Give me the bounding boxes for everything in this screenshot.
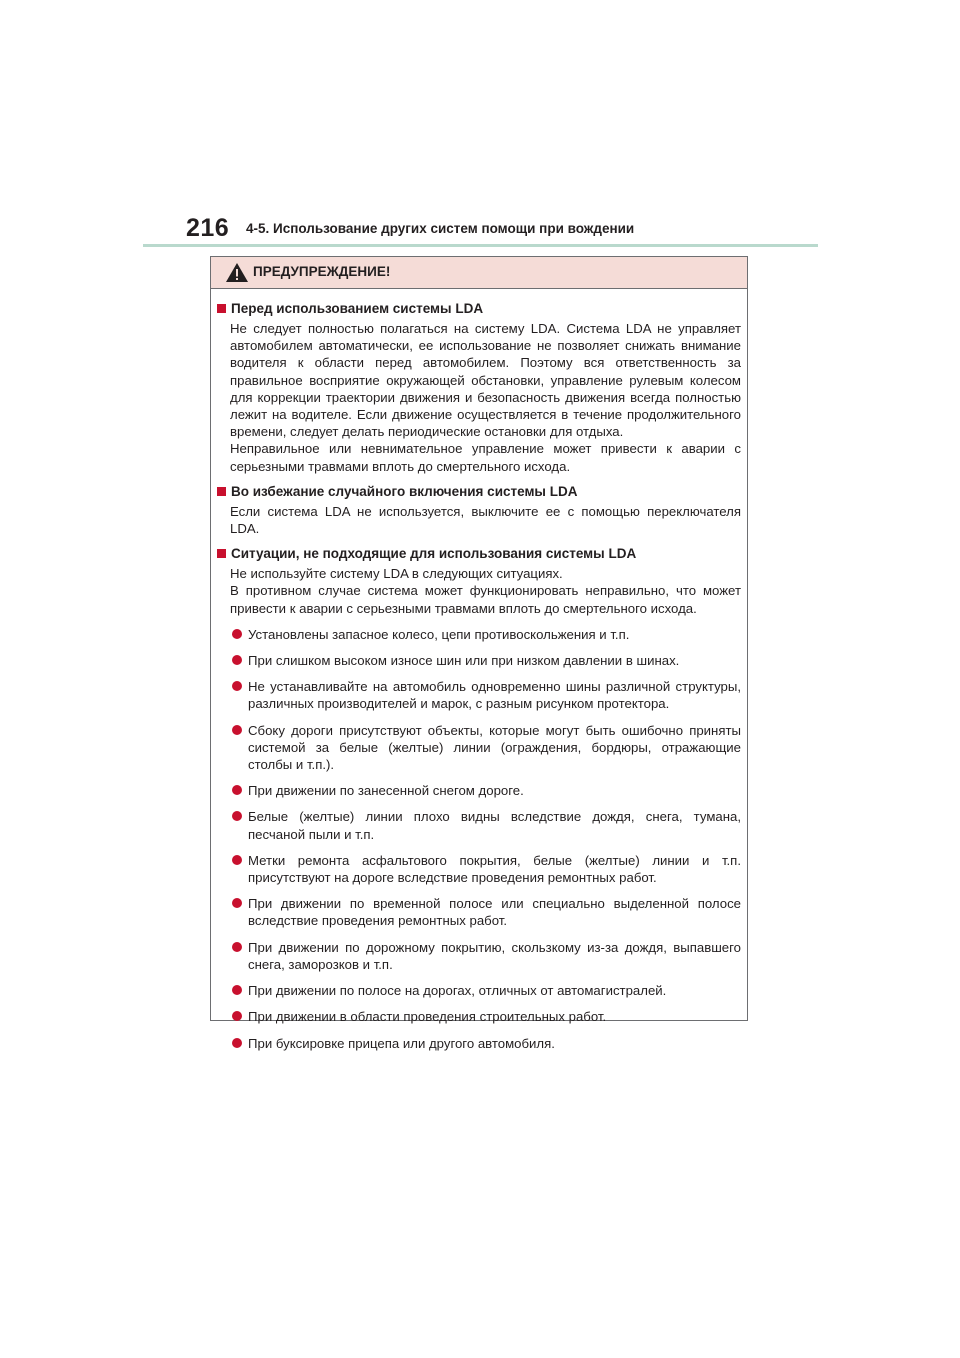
list-item: При движении в области проведения строительных работ. (232, 1008, 741, 1025)
round-bullet-icon (232, 942, 242, 952)
warning-body (211, 289, 747, 1052)
list-item: При движении по дорожному покрытию, скользкому из-за дождя, выпавшего снега, заморозков и т.п. (232, 939, 741, 973)
warning-header (211, 257, 747, 289)
list-item: При движении по временной полосе или специально выделенной полосе вследствие проведения ремонтных работ. (232, 895, 741, 929)
warning-triangle-icon (226, 263, 248, 282)
round-bullet-icon (232, 1038, 242, 1048)
section-accidental-activation (217, 483, 741, 537)
list-item: При слишком высоком износе шин или при низком давлении в шинах. (232, 652, 741, 669)
round-bullet-icon (232, 629, 242, 639)
square-bullet-icon (217, 487, 226, 496)
section-before-use (217, 300, 741, 475)
round-bullet-icon (232, 655, 242, 665)
section-paragraph: Неправильное или невнимательное управление может привести к аварии с серьезными травмами вплоть до смертельного исхода. (230, 441, 741, 474)
round-bullet-icon (232, 855, 242, 865)
page-number: 216 (186, 214, 230, 242)
list-item: Сбоку дороги присутствуют объекты, которые могут быть ошибочно приняты системой за белые (желтые) линии (ограждения, бордюры, отражающие столбы и т.п.). (232, 722, 741, 774)
warning-box (210, 256, 748, 1051)
section-paragraph: Не следует полностью полагаться на систему LDA. Система LDA не управляет автомобилем автоматически, ее использование не позволяет снижать внимание водителя к области перед автомобилем. Поэтому вся ответственность за правильное восприятие окружающей обстановки, управление рулевым колесом для коррекции траектории движения и безопасность движения всегда полностью лежит на водителе. Если движение осуществляется в течение продолжительного времени, следует делать периодические остановки для отдыха. (230, 321, 741, 440)
round-bullet-icon (232, 898, 242, 908)
round-bullet-icon (232, 681, 242, 691)
round-bullet-icon (232, 725, 242, 735)
round-bullet-icon (232, 1011, 242, 1021)
section-unsuitable-situations (217, 545, 741, 1051)
section-heading: Ситуации, не подходящие для использования системы LDA (217, 545, 741, 562)
list-item: Белые (желтые) линии плохо видны вследствие дождя, снега, тумана, песчаной пыли и т.п. (232, 808, 741, 842)
round-bullet-icon (232, 985, 242, 995)
section-heading: Перед использованием системы LDA (217, 300, 741, 317)
round-bullet-icon (232, 785, 242, 795)
round-bullet-icon (232, 811, 242, 821)
section-heading: Во избежание случайного включения системы LDA (217, 483, 741, 500)
warning-title: ПРЕДУПРЕЖДЕНИЕ! (253, 264, 391, 279)
list-item: Не устанавливайте на автомобиль одновременно шины различной структуры, различных производителей и марок, с разным рисунком протектора. (232, 678, 741, 712)
section-title: 4-5. Использование других систем помощи при вождении (246, 221, 635, 236)
square-bullet-icon (217, 549, 226, 558)
list-item: При буксировке прицепа или другого автомобиля. (232, 1035, 741, 1052)
list-item: Метки ремонта асфальтового покрытия, белые (желтые) линии и т.п. присутствуют на дороге вследствие проведения ремонтных работ. (232, 852, 741, 886)
list-item: При движении по полосе на дорогах, отличных от автомагистралей. (232, 982, 741, 999)
square-bullet-icon (217, 304, 226, 313)
list-item: Установлены запасное колесо, цепи противоскольжения и т.п. (232, 626, 741, 643)
header-rule (143, 244, 818, 247)
section-paragraph: Если система LDA не используется, выключите ее с помощью переключателя LDA. (230, 503, 741, 537)
list-item: При движении по занесенной снегом дороге. (232, 782, 741, 799)
section-paragraph: Не используйте систему LDA в следующих ситуациях. (230, 566, 563, 582)
section-paragraph: В противном случае система может функционировать неправильно, что может привести к аварии с серьезными травмами вплоть до смертельного исхода. (230, 583, 741, 616)
